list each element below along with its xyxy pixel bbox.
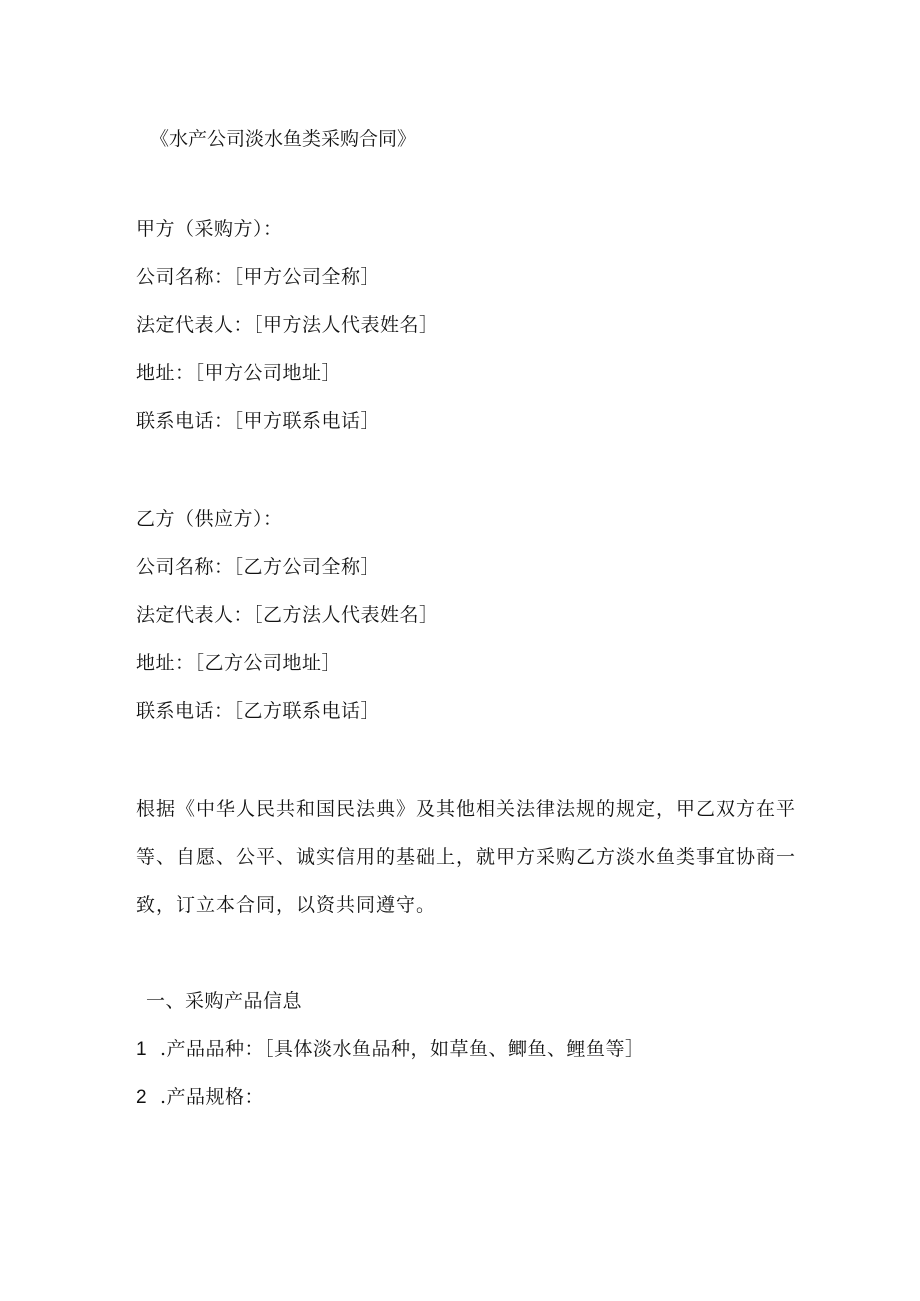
party-b-address: 地址：［乙方公司地址］ [136, 652, 342, 674]
party-a-company: 公司名称：［甲方公司全称］ [136, 266, 381, 288]
document-title: 《水产公司淡水鱼类采购合同》 [150, 128, 417, 150]
preamble-paragraph: 根据《中华人民共和国民法典》及其他相关法律法规的规定，甲乙双方在平等、自愿、公平、诚实信用的基础上，就甲方采购乙方淡水鱼类事宜协商一致，订立本合同，以资共同遵守。 [136, 798, 797, 916]
item-text: .产品品种：［具体淡水鱼品种，如草鱼、鲫鱼、鲤鱼等］ [160, 1038, 645, 1060]
party-b-representative: 法定代表人：［乙方法人代表姓名］ [136, 604, 439, 626]
party-a-heading: 甲方（采购方）： [136, 218, 283, 240]
party-b-company: 公司名称：［乙方公司全称］ [136, 556, 381, 578]
item-number: 2 [136, 1087, 147, 1108]
item-text: .产品规格： [160, 1086, 265, 1108]
section-1-item-2 [136, 1085, 264, 1110]
party-a-address: 地址：［甲方公司地址］ [136, 362, 342, 384]
party-a-representative: 法定代表人：［甲方法人代表姓名］ [136, 314, 439, 336]
party-a-phone: 联系电话：［甲方联系电话］ [136, 410, 381, 432]
section-1-item-1 [136, 1037, 645, 1062]
item-number: 1 [136, 1039, 147, 1060]
section-1-heading: 一、采购产品信息 [146, 990, 303, 1012]
party-b-phone: 联系电话：［乙方联系电话］ [136, 700, 381, 722]
party-b-heading: 乙方（供应方）： [136, 508, 283, 530]
